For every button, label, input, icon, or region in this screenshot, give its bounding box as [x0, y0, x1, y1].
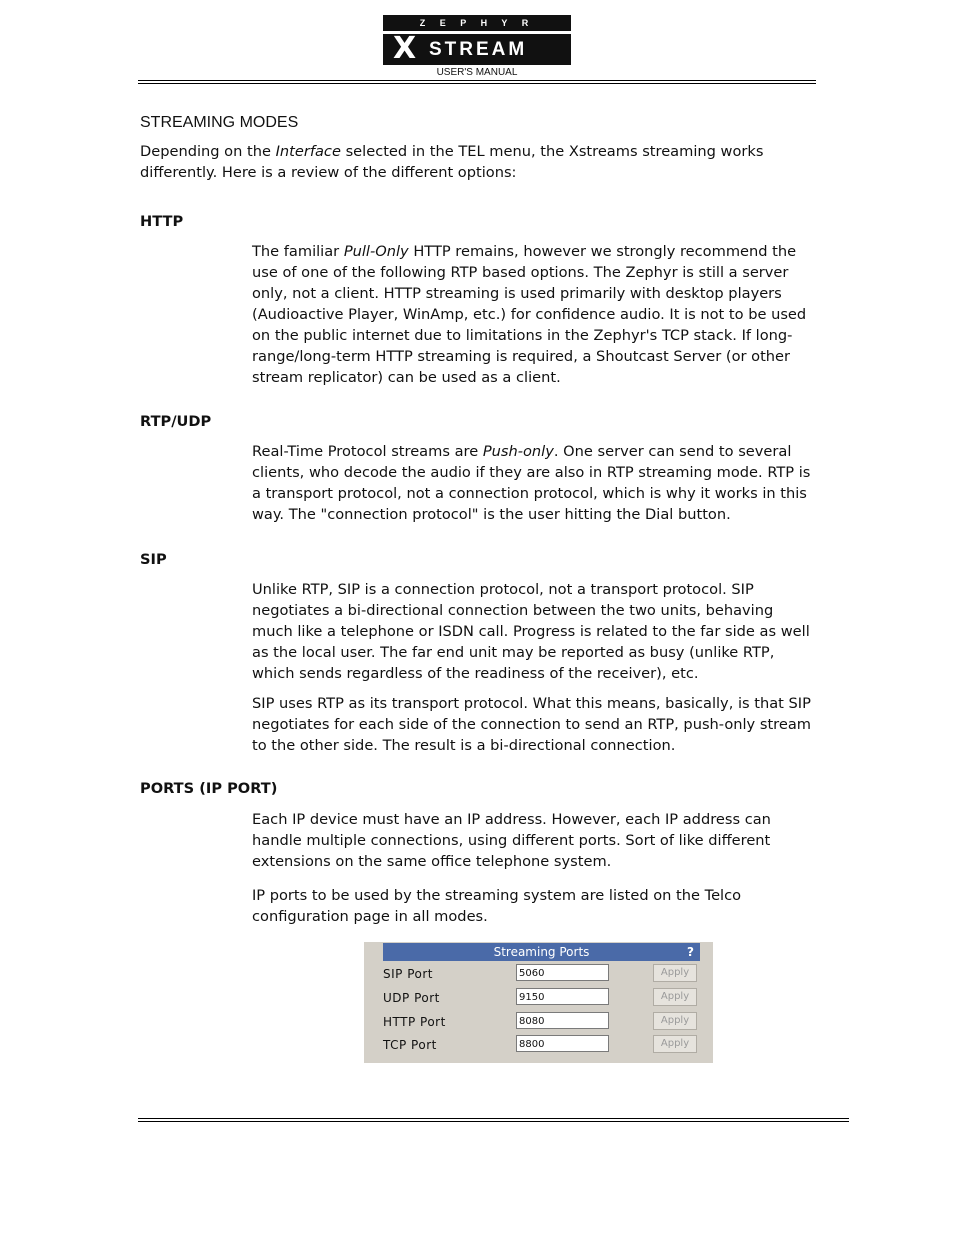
port-row-tcp [364, 1035, 713, 1055]
heading-ports: PORTS (IP PORT) [140, 780, 278, 797]
intro-italic: Interface [275, 143, 341, 160]
sip-port-apply-button[interactable]: Apply [653, 964, 697, 982]
ports-paragraph-2: IP ports to be used by the streaming system are listed on the Telco configuration page in all modes. [252, 887, 742, 925]
port-label: UDP Port [383, 991, 440, 1005]
udp-port-apply-button[interactable]: Apply [653, 988, 697, 1006]
http-port-input[interactable]: 8080 [516, 1012, 609, 1029]
port-label: HTTP Port [383, 1015, 446, 1029]
logo-zephyr-text [383, 16, 571, 30]
heading-sip: SIP [140, 551, 167, 568]
port-row-sip [364, 964, 713, 984]
streaming-ports-header [383, 943, 700, 961]
rtp-paragraph [252, 441, 817, 525]
logo-xstream [383, 31, 571, 66]
intro-text-2: selected in the TEL menu, the Xstreams streaming works differently. Here is a review of the different options: [140, 143, 764, 181]
port-label: TCP Port [383, 1038, 437, 1052]
port-row-udp [364, 988, 713, 1008]
manual-subtitle: USER'S MANUAL [436, 67, 518, 78]
heading-rtp-udp: RTP/UDP [140, 413, 212, 430]
http-paragraph [252, 241, 817, 388]
http-port-apply-button[interactable]: Apply [653, 1012, 697, 1030]
help-icon[interactable]: ? [687, 945, 694, 959]
intro-paragraph [140, 141, 830, 183]
http-italic: Pull-Only [343, 243, 409, 260]
ports-paragraph-1: Each IP device must have an IP address. However, each IP address can handle multiple connections, using different ports. Sort of like different extensions on the same office telephone system. [252, 811, 771, 870]
heading-http: HTTP [140, 213, 184, 230]
http-text-1: The familiar [252, 243, 344, 260]
sip-port-input[interactable]: 5060 [516, 964, 609, 981]
intro-text-1: Depending on the [140, 143, 276, 160]
streaming-ports-title: Streaming Ports [493, 945, 590, 959]
rtp-text-2: . One server can send to several clients, who decode the audio if they are also in RTP streaming mode. RTP is a transport protocol, not a connection protocol, which is why it works in this way. The "connection protocol" is the user hitting the Dial button. [252, 443, 811, 523]
udp-port-input[interactable]: 9150 [516, 988, 609, 1005]
port-row-http [364, 1012, 713, 1032]
logo-x-letter: X [393, 31, 417, 66]
footer-rule-top [138, 1118, 849, 1119]
streaming-ports-panel [364, 942, 713, 1063]
footer-rule-bottom [138, 1121, 849, 1122]
sip-paragraph-1: Unlike RTP, SIP is a connection protocol, not a transport protocol. SIP negotiates a bi-directional connection between the two units, behaving much like a telephone or ISDN call. Progress is related to the far side as well as the local user. The far end unit may be reported as busy (unlike RTP, which sends regardless of the readiness of the receiver), etc. [252, 581, 810, 682]
logo-stream-text: STREAM [429, 39, 528, 60]
sip-paragraph-2: SIP uses RTP as its transport protocol. What this means, basically, is that SIP negotiates for each side of the connection to send an RTP, push-only stream to the other side. The result is a bi-directional connection. [252, 695, 811, 754]
section-title: STREAMING MODES [140, 114, 299, 131]
logo-top-text: Z E P H Y R [419, 18, 535, 28]
header-rule-top [138, 80, 816, 81]
rtp-italic: Push-only [482, 443, 554, 460]
http-text-2: HTTP remains, however we strongly recommend the use of one of the following RTP based options. The Zephyr is still a server only, not a client. HTTP streaming is used primarily with desktop players (Audioactive Player, WinAmp, etc.) for confidence audio. It is not to be used on the public internet due to limitations in the Zephyr's TCP stack. If long-range/long-term HTTP streaming is required, a Shoutcast Server (or other stream replicator) can be used as a client. [252, 243, 807, 386]
rtp-text-1: Real-Time Protocol streams are [252, 443, 483, 460]
zephyr-xstream-logo [383, 15, 571, 65]
tcp-port-apply-button[interactable]: Apply [653, 1035, 697, 1053]
tcp-port-input[interactable]: 8800 [516, 1035, 609, 1052]
port-label: SIP Port [383, 967, 433, 981]
header-rule-bottom [138, 83, 816, 84]
